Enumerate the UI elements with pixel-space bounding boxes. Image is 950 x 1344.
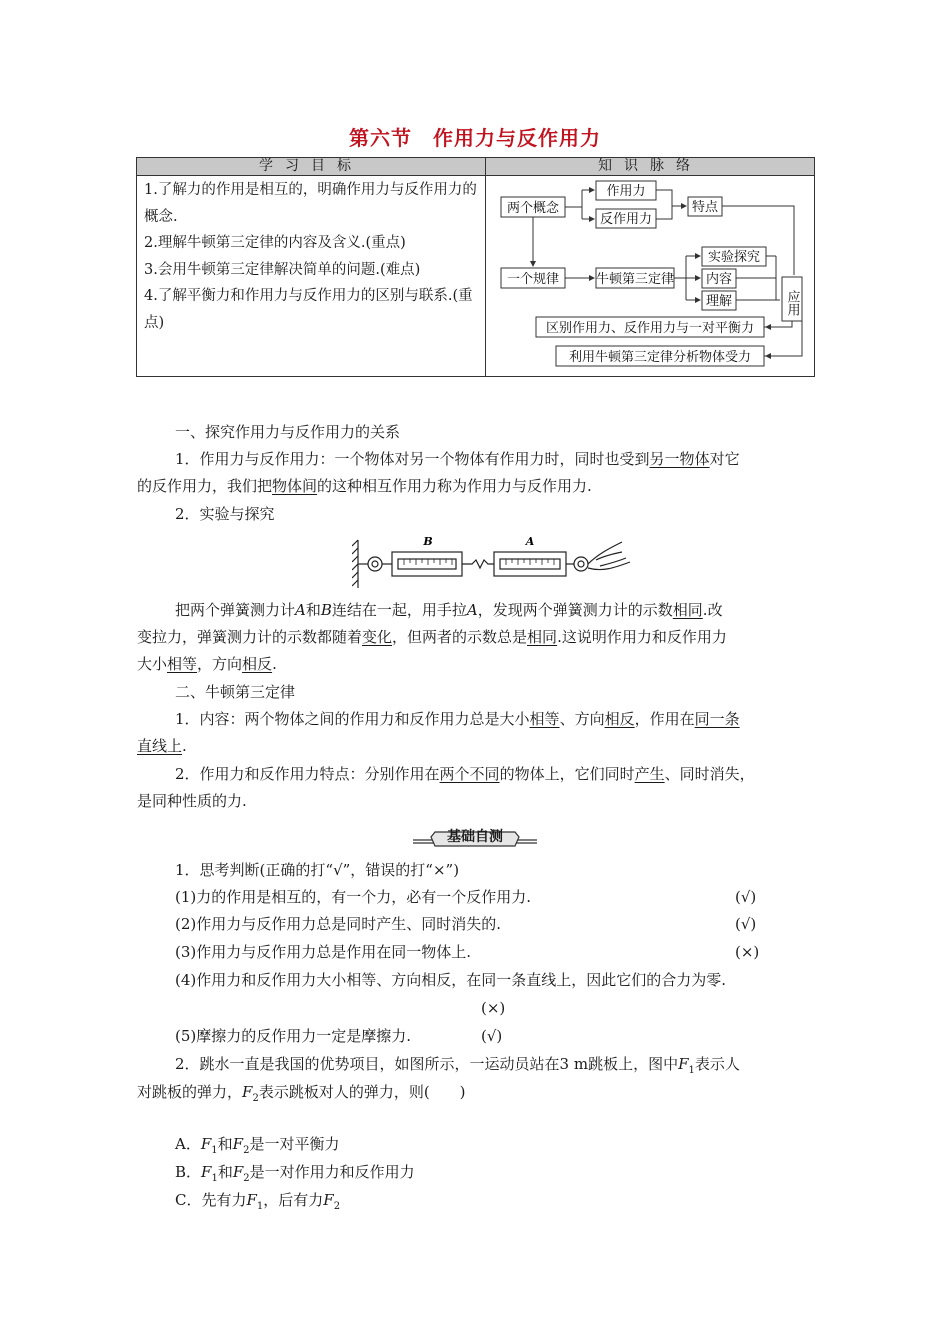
- objectives-table: [136, 157, 815, 377]
- scale-a-label: A: [525, 535, 535, 548]
- node-features: 特点: [691, 200, 719, 215]
- page-title: 第六节 作用力与反作用力: [349, 126, 601, 150]
- node-third-law: 牛顿第三定律: [595, 272, 675, 287]
- blank-answer: 相反: [242, 655, 273, 673]
- learning-goals-header: 学习目标: [137, 158, 486, 176]
- judge-item-1: (1)力的作用是相互的，有一个力，必有一个反作用力.: [175, 888, 532, 906]
- blank-answer: 另一物体: [649, 450, 710, 468]
- judge-mark-5: (√): [481, 1027, 503, 1045]
- knowledge-map-diagram: [486, 176, 814, 372]
- q2-option-c: C．先有力$F_1$，后有力$F_2$: [175, 1191, 341, 1212]
- blank-answer: 相等: [529, 710, 560, 728]
- node-understanding: 理解: [705, 294, 733, 309]
- node-experiment: 实验探究: [707, 250, 761, 265]
- self-test-badge: [411, 826, 539, 848]
- blank-answer: 相等: [167, 655, 198, 673]
- blank-answer: 产生: [634, 765, 665, 783]
- blank-answer: 相同: [672, 601, 703, 619]
- judge-item-3: (3)作用力与反作用力总是作用在同一物体上.: [175, 943, 472, 961]
- node-analyze: 利用牛顿第三定律分析物体受力: [568, 350, 752, 365]
- judge-mark-3: (×): [735, 943, 760, 961]
- features-line2: 是同种性质的力.: [137, 792, 247, 810]
- q1-heading: 1．思考判断(正确的打“√”，错误的打“×”): [175, 861, 460, 879]
- section1-para1-line2: 的反作用力，我们把物体间的这种相互作用力称为作用力与反作用力.: [137, 477, 592, 495]
- self-test-title: 基础自测: [447, 829, 503, 845]
- experiment-line1: 把两个弹簧测力计A和B连结在一起，用手拉A，发现两个弹簧测力计的示数相同.改: [175, 601, 723, 619]
- blank-answer: 变化: [362, 628, 393, 646]
- judge-item-2: (2)作用力与反作用力总是同时产生、同时消失的.: [175, 915, 502, 933]
- spring-scale-figure: [352, 532, 634, 590]
- content-line1: 1．内容：两个物体之间的作用力和反作用力总是大小相等、方向相反，作用在同一条: [175, 710, 740, 728]
- blank-answer: 同一条: [694, 710, 740, 728]
- goal-item: 4.了解平衡力和作用力与反作用力的区别与联系.(重点): [144, 288, 473, 331]
- goal-item: 2.理解牛顿第三定律的内容及含义.(重点): [144, 235, 406, 251]
- section1-para1-line1: 1．作用力与反作用力：一个物体对另一个物体有作用力时，同时也受到另一物体对它: [175, 450, 740, 468]
- content-line2: 直线上.: [137, 737, 187, 755]
- learning-goals-cell: [137, 176, 486, 377]
- experiment-line2: 变拉力，弹簧测力计的示数都随着变化，但两者的示数总是相同.这说明作用力和反作用力: [137, 628, 727, 646]
- judge-item-4: (4)作用力和反作用力大小相等、方向相反，在同一条直线上，因此它们的合力为零.: [175, 971, 727, 989]
- features-line1: 2．作用力和反作用力特点：分别作用在两个不同的物体上，它们同时产生、同时消失，: [175, 765, 755, 783]
- blank-answer: 直线上: [137, 737, 183, 755]
- judge-mark-4: (×): [481, 999, 506, 1017]
- blank-answer: 物体间: [272, 477, 318, 495]
- blank-answer: 相反: [604, 710, 635, 728]
- node-distinguish: 区别作用力、反作用力与一对平衡力: [545, 321, 755, 336]
- q2-option-a: A．$F_1$和$F_2$是一对平衡力: [175, 1135, 340, 1156]
- q2-option-b: B．$F_1$和$F_2$是一对作用力和反作用力: [175, 1163, 415, 1184]
- section2-heading: 二、牛顿第三定律: [175, 683, 296, 701]
- q2-line2: 对跳板的弹力，$F_2$表示跳板对人的弹力，则( ): [137, 1083, 466, 1104]
- blank-answer: 两个不同: [439, 765, 500, 783]
- knowledge-map-header: 知识脉络: [486, 158, 815, 176]
- node-apply: 应用: [784, 290, 800, 316]
- section1-heading: 一、探究作用力与反作用力的关系: [175, 423, 401, 441]
- goal-item: 3.会用牛顿第三定律解决简单的问题.(难点): [144, 261, 421, 278]
- node-reaction-force: 反作用力: [599, 212, 653, 227]
- judge-mark-2: (√): [735, 915, 757, 933]
- judge-mark-1: (√): [735, 888, 757, 906]
- knowledge-map-cell: [486, 176, 815, 377]
- goal-item: 1.了解力的作用是相互的，明确作用力与反作用力的概念.: [144, 182, 477, 225]
- judge-item-5: (5)摩擦力的反作用力一定是摩擦力.: [175, 1027, 412, 1045]
- node-action-force: 作用力: [606, 184, 646, 199]
- blank-answer: 相同: [527, 628, 558, 646]
- node-one-law: 一个规律: [506, 272, 560, 287]
- q2-line1: 2．跳水一直是我国的优势项目，如图所示，一运动员站在3 m跳板上，图中$F_1$表示人: [175, 1055, 740, 1076]
- section1-para2: 2．实验与探究: [175, 505, 275, 523]
- experiment-line3: 大小相等，方向相反.: [137, 655, 277, 673]
- node-content: 内容: [705, 272, 733, 287]
- node-two-concepts: 两个概念: [506, 201, 560, 216]
- scale-b-label: B: [423, 535, 433, 548]
